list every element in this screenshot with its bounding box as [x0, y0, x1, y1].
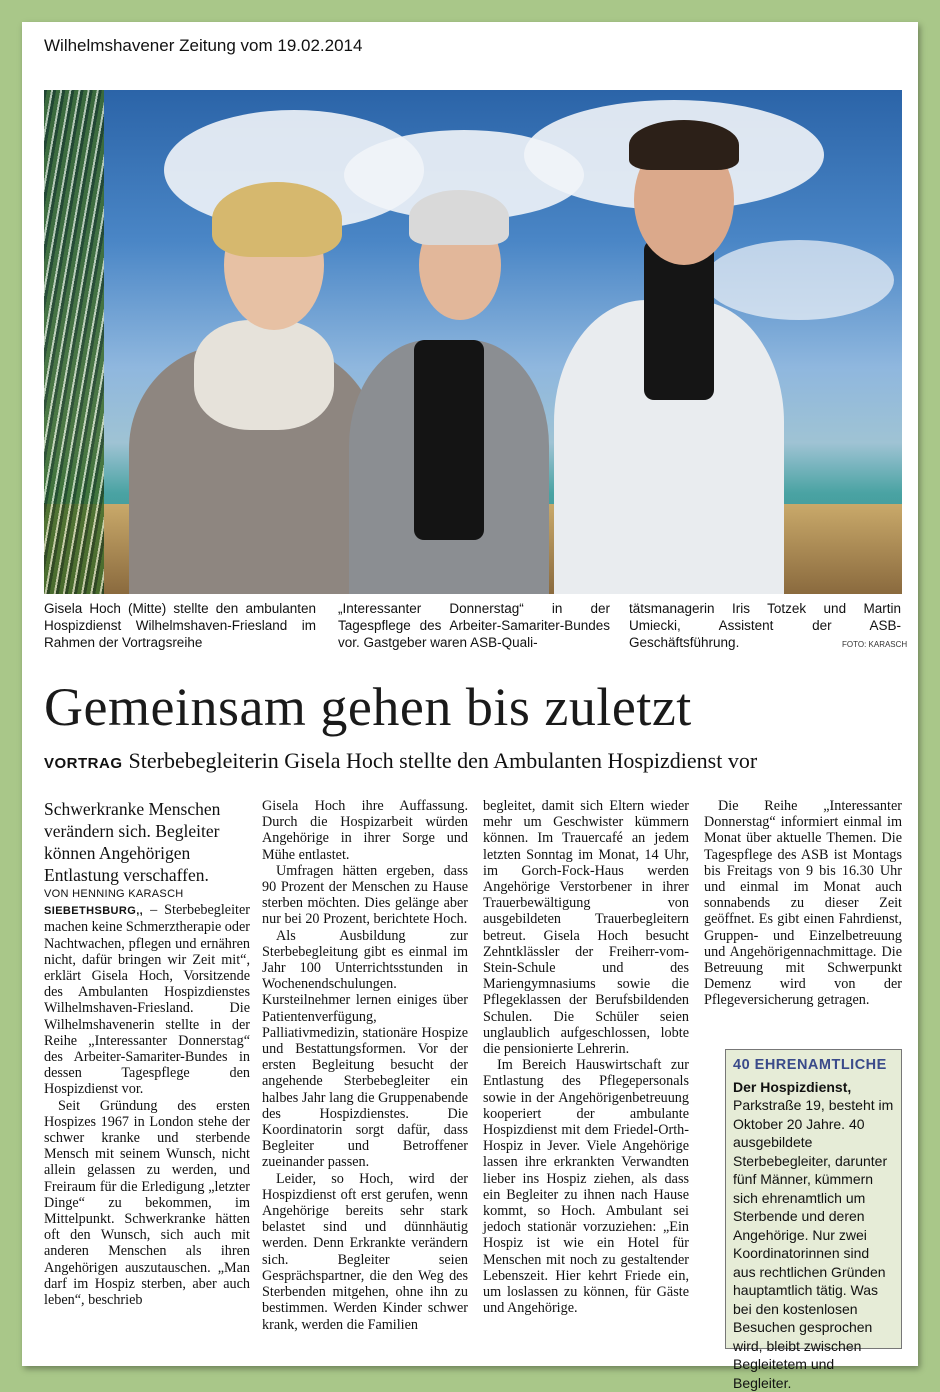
source-line: Wilhelmshavener Zeitung vom 19.02.2014 — [44, 36, 363, 55]
caption-col1: Gisela Hoch (Mitte) stellte den ambulanten Hospizdienst Wilhelmshaven-Friesland im Rahmen der Vortragsreihe — [44, 601, 316, 650]
info-box-title: 40 EHRENAMTLICHE — [733, 1057, 887, 1073]
paragraph: Umfragen hätten ergeben, dass 90 Prozent der Menschen zu Hause sterben möchten. Dies gelänge aber nur bei 20 Prozent, berichtete Hoch. — [262, 862, 468, 928]
info-box-text: Parkstraße 19, besteht im Oktober 20 Jahre. 40 ausgebildete Sterbebegleiter, darunter fünf Männer, kümmern sich ehrenamtlich um Sterbende und deren Angehörige. Nur zwei Koordinatorinnen sind aus rechtlichen Gründen hauptamtlich tätig. Was bei den kostenlosen Besuchen gesprochen wird, bleibt zwischen Begleitetem und Begleiter. — [733, 1097, 894, 1391]
paragraph: Als Ausbildung zur Sterbebegleitung gibt es einmal im Jahr 100 Unterrichtsstunden in Wochenendschulungen. Kursteilnehmer lernen einiges über Patientenverfügung, Palliativmedizin, stationäre Hospize und Bestattungsformen. Vor der ersten Begleitung besucht der angehende Sterbebegleiter ein halbes Jahr lang die Gruppenabende des Hospizdienstes. Die Koordinatorin sorgt dafür, dass Begleiter und Betroffener zueinander passen. — [262, 927, 468, 1171]
subheadline — [44, 748, 902, 774]
paragraph: Die Reihe „Interessanter Donnerstag“ informiert einmal im Monat über aktuelle Themen. Die Tagespflege des ASB ist Montags bis Freitags von 9 bis 16.30 Uhr und einmal im Monat auch sonnabends zu dieser Zeit geöffnet. Es gibt einen Fahrdienst, Gruppen- und Einzelbetreuung und Angehörigennachmittage. Die Betreuung mit Schwerpunkt Demenz wird von der Pflegeversicherung getragen. — [704, 798, 902, 1009]
article-column-4 — [704, 798, 902, 1009]
paragraph: Seit Gründung des ersten Hospizes 1967 in London stehe der schwer kranke und sterbende Mensch mit seinem Wunsch, nicht allein gelassen zu werden, und Freiraum für die Erledigung „letzter Dinge“ zu bekommen, im Mittelpunkt. Schwerkranke hätten oft den Wunsch, sich auch mit anderen Menschen als ihren Angehörigen auszutauschen. „Man darf im Hospiz sterben, aber auch leben“, beschrieb — [44, 1097, 250, 1309]
headline: Gemeinsam gehen bis zuletzt — [44, 677, 692, 737]
paragraph: Im Bereich Hauswirtschaft zur Entlastung des Pflegepersonals sowie in der Angehörigenbetreuung kooperiert der ambulante Hospizdienst mit dem Friedel-Orth-Hospiz in Jever. Viele Angehörige lassen ihre erkrankten Verwandten lieber ins Hospiz ziehen, als dass ein Begleiter zu ihnen nach Hause kommt, so Hoch. Ambulant sei jedoch stationär vorzuziehen: „Ein Hospiz ist wie ein Hotel für Menschen mit noch zu gestaltender Lebenszeit. Hier kehrt Friede ein, um loslassen zu können, für Gäste und Angehörige. — [483, 1057, 689, 1317]
article-photo — [44, 90, 902, 594]
article-column-1 — [44, 798, 250, 1308]
dateline: SIEBETHSBURG,, — [44, 905, 144, 918]
author: VON HENNING KARASCH — [44, 888, 184, 900]
photo-credit: FOTO: KARASCH — [842, 640, 908, 649]
article-column-2 — [262, 798, 468, 1333]
newspaper-clipping — [22, 22, 918, 1391]
paragraph: – Sterbebegleiter machen keine Schmerztherapie oder Nachtwachen, pflegen und ernähren nicht, dafür bringen wir Zeit mit“, erklärt Gisela Hoch, Vorsitzende des Ambulanten Hospizdienstes Wilhelmshaven-Friesland. Die Wilhelmshavenerin stellte in der Reihe „Interessanter Donnerstag“ des Arbeiter-Samariter-Bundes in dessen Tagespflege den Hospizdienst vor. — [44, 902, 251, 1098]
info-box — [725, 1049, 902, 1391]
caption-col3: tätsmanagerin Iris Totzek und Martin Umiecki, Assistent der ASB-Geschäftsführung. — [629, 601, 901, 650]
paragraph: Leider, so Hoch, wird der Hospizdienst oft erst gerufen, wenn Angehörige bereits sehr stark belastet sind und dünnhäutig werden. Denn Erkrankte verändern sich. Begleiter seien Gesprächspartner, die den Weg des Sterbenden mitgehen, ohne ihn zu bestimmen. Werden Kinder schwer krank, werden die Familien — [262, 1170, 468, 1333]
lede: Schwerkranke Menschen verändern sich. Begleiter können Angehörigen Entlastung verschaffen. — [44, 799, 221, 885]
paragraph: begleitet, damit sich Eltern wieder mehr um Geschwister kümmern können. Im Trauercafé an jedem letzten Sonntag im Monat, 14 Uhr, im Gorch-Fock-Haus werden Angehörige Verstorbener in ihrer Trauerbewältigung von ausgebildeten Trauerbegleitern betreut. Gisela Hoch besucht Zehntklässler der Freiherr-vom-Stein-Schule und des Mariengymnasiums sowie die Pflegeklassen der Berufsbildenden Schulen. Die Schüler seien unglaublich aufgeschlossen, lobte die pensionierte Lehrerin. — [483, 798, 689, 1058]
paragraph: Gisela Hoch ihre Auffassung. Durch die Hospizarbeit würden Angehörige in ihrer Sorge und Mühe entlastet. — [262, 798, 468, 863]
caption-col2: „Interessanter Donnerstag“ in der Tagespflege des Arbeiter-Samariter-Bundes vor. Gastgeber waren ASB-Quali- — [338, 601, 610, 650]
subheadline-text: Sterbebegleiterin Gisela Hoch stellte den Ambulanten Hospizdienst vor — [128, 748, 758, 773]
info-box-lead: Der Hospizdienst, — [733, 1078, 852, 1095]
article-column-3 — [483, 798, 689, 1317]
kicker: VORTRAG — [44, 755, 123, 772]
